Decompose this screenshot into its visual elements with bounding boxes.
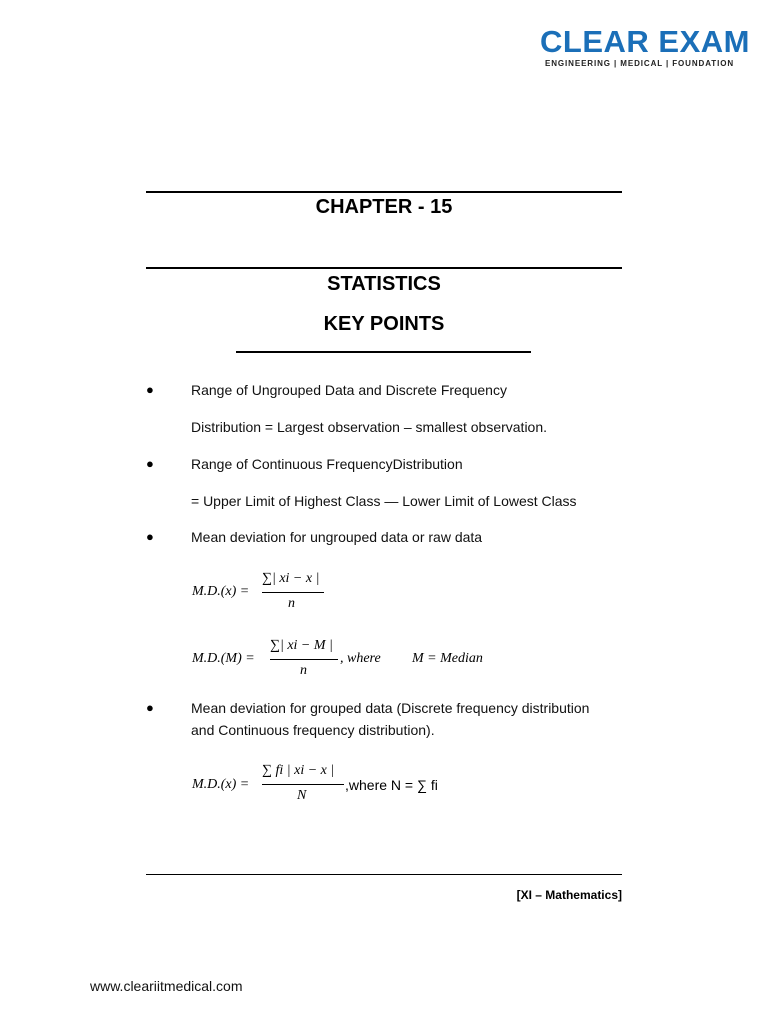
formula-2-numerator: ∑| xi − M | — [270, 638, 333, 653]
bullet-4: ● — [146, 700, 154, 715]
formula-2-where: , where — [340, 651, 381, 666]
formula-3-where: ,where N = ∑ fi — [345, 777, 438, 793]
logo-tagline: ENGINEERING | MEDICAL | FOUNDATION — [545, 59, 735, 68]
point-2-line-2: = Upper Limit of Highest Class — Lower Limit of Lowest Class — [191, 493, 577, 509]
chapter-title: CHAPTER - 15 — [315, 196, 453, 218]
website-link[interactable]: www.cleariitmedical.com — [90, 978, 243, 994]
formula-1-lhs: M.D.(x) = — [192, 584, 250, 599]
bullet-1: ● — [146, 382, 154, 397]
formula-3-denominator: N — [297, 788, 307, 803]
formula-1-numerator: ∑| xi − x | — [262, 571, 320, 586]
formula-1-denominator: n — [288, 596, 295, 611]
logo — [540, 24, 750, 68]
point-1-line-1: Range of Ungrouped Data and Discrete Frequency — [191, 382, 507, 398]
formula-2-bar — [270, 659, 338, 660]
formula-2-condition: M = Median — [412, 651, 483, 666]
point-4-line-2: and Continuous frequency distribution). — [191, 722, 435, 738]
footer-rule — [146, 874, 622, 875]
bullet-3: ● — [146, 529, 154, 544]
bullet-2: ● — [146, 456, 154, 471]
point-4-line-1: Mean deviation for grouped data (Discrete frequency distribution — [191, 700, 590, 716]
logo-name: CLEAR EXAM — [540, 24, 750, 59]
top-rule — [146, 191, 622, 193]
section-rule — [236, 351, 531, 353]
formula-1-bar — [262, 592, 324, 593]
formula-3-numerator: ∑ fi | xi − x | — [262, 763, 335, 778]
footer-subject-note: [XI – Mathematics] — [516, 888, 622, 902]
point-2-line-1: Range of Continuous FrequencyDistribution — [191, 456, 463, 472]
point-1-line-2: Distribution = Largest observation – smallest observation. — [191, 419, 548, 435]
formula-3-bar — [262, 784, 344, 785]
point-3-line-1: Mean deviation for ungrouped data or raw data — [191, 529, 483, 545]
chapter-rule — [146, 267, 622, 269]
subject-title: STATISTICS — [327, 273, 441, 295]
formula-2-lhs: M.D.(M) = — [192, 651, 255, 666]
section-title: KEY POINTS — [323, 313, 445, 335]
formula-3-lhs: M.D.(x) = — [192, 777, 250, 792]
formula-2-denominator: n — [300, 663, 307, 678]
